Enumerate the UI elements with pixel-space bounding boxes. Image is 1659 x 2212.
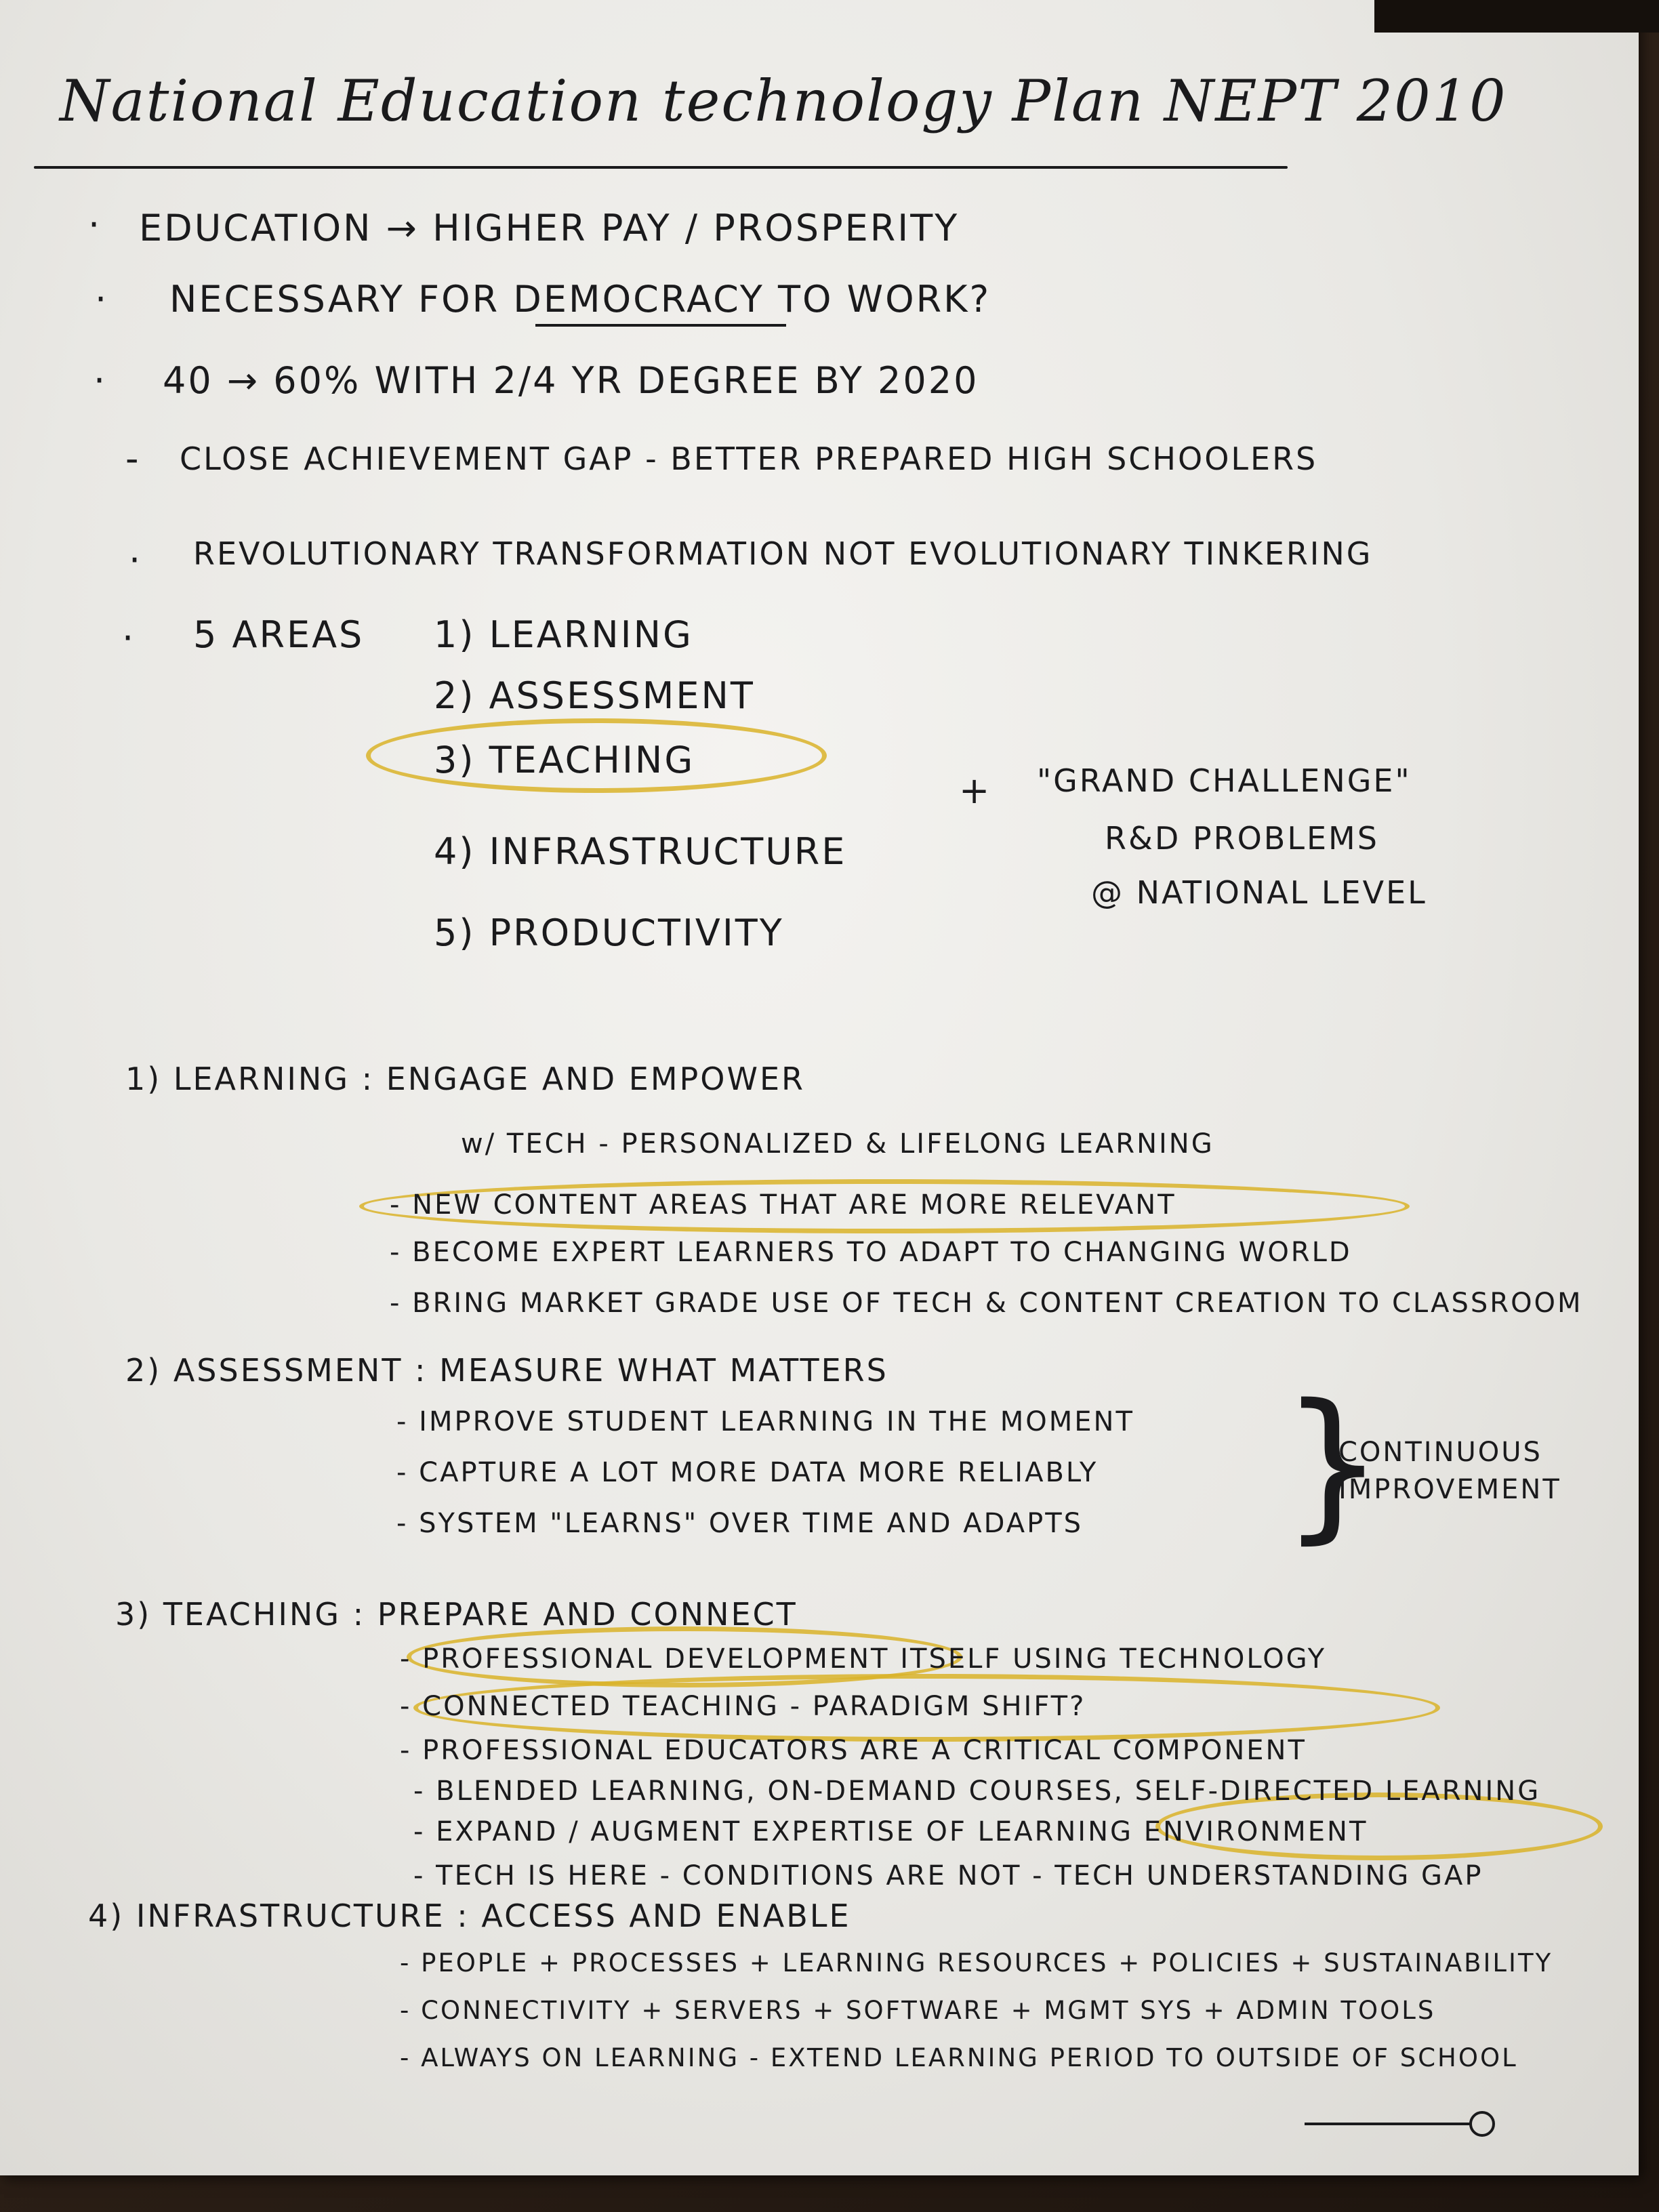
teaching-item: - TECH IS HERE - CONDITIONS ARE NOT - TECH UNDERSTANDING GAP bbox=[413, 1860, 1483, 1891]
intro-bullet-mark: · bbox=[88, 203, 102, 246]
assessment-item: - SYSTEM "LEARNS" OVER TIME AND ADAPTS bbox=[396, 1508, 1084, 1539]
assessment-item: - CAPTURE A LOT MORE DATA MORE RELIABLY bbox=[396, 1457, 1099, 1488]
plus-sign: + bbox=[959, 769, 992, 812]
intro-line: 5 AREAS bbox=[193, 613, 365, 656]
intro-bullet-mark: · bbox=[94, 359, 108, 402]
section-heading-assessment: 2) ASSESSMENT : MEASURE WHAT MATTERS bbox=[125, 1352, 888, 1389]
grand-challenge-line: "GRAND CHALLENGE" bbox=[1037, 762, 1412, 799]
area-item: 4) INFRASTRUCTURE bbox=[434, 830, 847, 873]
teaching-item: - BLENDED LEARNING, ON-DEMAND COURSES, SELF-DIRECTED LEARNING bbox=[413, 1776, 1541, 1807]
background-corner bbox=[1374, 0, 1659, 33]
infrastructure-item: - PEOPLE + PROCESSES + LEARNING RESOURCES + POLICIES + SUSTAINABILITY bbox=[400, 1948, 1553, 1978]
title-underline bbox=[34, 166, 1288, 169]
infrastructure-item: - CONNECTIVITY + SERVERS + SOFTWARE + MGMT SYS + ADMIN TOOLS bbox=[400, 1996, 1436, 2025]
teaching-item: - PROFESSIONAL EDUCATORS ARE A CRITICAL COMPONENT bbox=[400, 1735, 1307, 1766]
grand-challenge-line: R&D PROBLEMS bbox=[1105, 820, 1379, 857]
section-heading-learning: 1) LEARNING : ENGAGE AND EMPOWER bbox=[125, 1061, 805, 1097]
area-item: 1) LEARNING bbox=[434, 613, 693, 656]
intro-line: NECESSARY FOR DEMOCRACY TO WORK? bbox=[169, 278, 991, 321]
learning-item: - BRING MARKET GRADE USE OF TECH & CONTENT CREATION TO CLASSROOM bbox=[390, 1288, 1583, 1319]
intro-bullet-mark: - bbox=[125, 437, 141, 480]
assessment-note-line: IMPROVEMENT bbox=[1338, 1474, 1561, 1505]
area-item: 3) TEACHING bbox=[434, 739, 695, 781]
teaching-item: - EXPAND / AUGMENT EXPERTISE OF LEARNING ENVIRONMENT bbox=[413, 1816, 1368, 1847]
grand-challenge-line: @ NATIONAL LEVEL bbox=[1091, 874, 1427, 911]
intro-bullet-mark: · bbox=[122, 617, 136, 659]
intro-line: 40 → 60% WITH 2/4 YR DEGREE BY 2020 bbox=[163, 359, 979, 402]
assessment-brace: } bbox=[1281, 1369, 1385, 1559]
signoff-line bbox=[1305, 2123, 1471, 2125]
intro-bullet-mark: · bbox=[129, 539, 143, 581]
teaching-item: - PROFESSIONAL DEVELOPMENT ITSELF USING TECHNOLOGY bbox=[400, 1643, 1327, 1675]
section-heading-teaching: 3) TEACHING : PREPARE AND CONNECT bbox=[115, 1596, 798, 1633]
learning-item: - BECOME EXPERT LEARNERS TO ADAPT TO CHANGING WORLD bbox=[390, 1237, 1352, 1268]
signoff-circle bbox=[1469, 2111, 1495, 2137]
section-heading-infrastructure: 4) INFRASTRUCTURE : ACCESS AND ENABLE bbox=[88, 1898, 851, 1934]
assessment-item: - IMPROVE STUDENT LEARNING IN THE MOMENT bbox=[396, 1406, 1134, 1437]
intro-bullet-mark: · bbox=[95, 278, 109, 321]
intro-line: REVOLUTIONARY TRANSFORMATION NOT EVOLUTIONARY TINKERING bbox=[193, 535, 1373, 572]
learning-subline: w/ TECH - PERSONALIZED & LIFELONG LEARNING bbox=[461, 1128, 1214, 1160]
intro-line: EDUCATION → HIGHER PAY / PROSPERITY bbox=[139, 207, 960, 249]
page-title: National Education technology Plan NEPT 2010 bbox=[60, 68, 1507, 134]
teaching-item: - CONNECTED TEACHING - PARADIGM SHIFT? bbox=[400, 1691, 1086, 1722]
intro-line: CLOSE ACHIEVEMENT GAP - BETTER PREPARED HIGH SCHOOLERS bbox=[180, 441, 1318, 477]
learning-item: - NEW CONTENT AREAS THAT ARE MORE RELEVANT bbox=[390, 1189, 1176, 1221]
infrastructure-item: - ALWAYS ON LEARNING - EXTEND LEARNING PERIOD TO OUTSIDE OF SCHOOL bbox=[400, 2043, 1518, 2072]
area-item: 2) ASSESSMENT bbox=[434, 674, 755, 717]
assessment-note-line: CONTINUOUS bbox=[1338, 1437, 1542, 1468]
democracy-underline bbox=[535, 324, 786, 327]
area-item: 5) PRODUCTIVITY bbox=[434, 912, 784, 954]
